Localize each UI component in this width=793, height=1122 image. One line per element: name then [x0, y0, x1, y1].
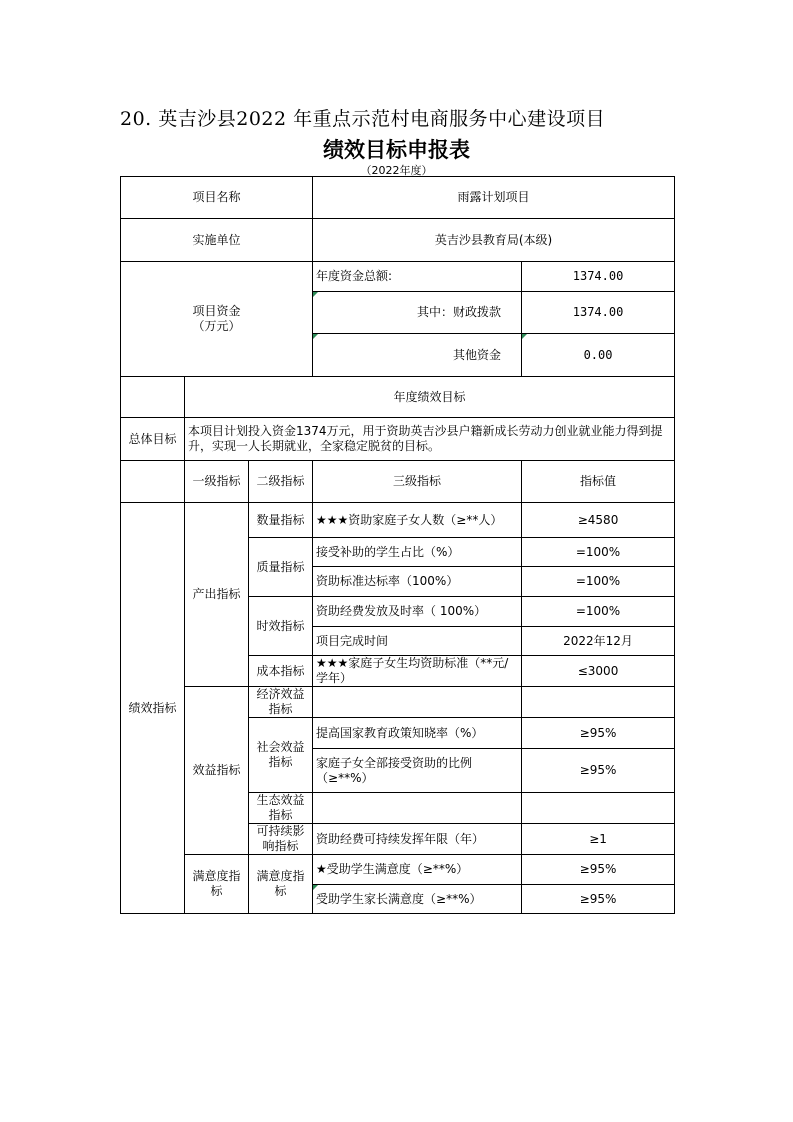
implementing-unit-label: 实施单位 [121, 219, 313, 262]
indicator-value: =100% [522, 538, 675, 567]
indicator-text [313, 793, 522, 824]
ecological-benefit-label: 生态效益指标 [249, 793, 313, 824]
cost-indicator-label: 成本指标 [249, 656, 313, 687]
indicator-value: ≥95% [522, 749, 675, 793]
project-funds-label [121, 262, 313, 377]
quality-indicator-label: 质量指标 [249, 538, 313, 597]
indicator-value: ≥1 [522, 824, 675, 855]
overall-goal-label: 总体目标 [121, 418, 185, 461]
indicator-text: ★★★资助家庭子女人数（≥**人） [313, 503, 522, 538]
indicator-value: ≥95% [522, 855, 675, 885]
document-title-line1: 20. 英吉沙县2022 年重点示范村电商服务中心建设项目 [120, 108, 606, 130]
economic-benefit-label: 经济效益指标 [249, 687, 313, 718]
annual-total-value: 1374.00 [522, 262, 675, 292]
social-benefit-label: 社会效益指标 [249, 718, 313, 793]
indicator-text [313, 687, 522, 718]
indicator-value: 2022年12月 [522, 627, 675, 656]
indicator-text: 受助学生家长满意度（≥**%） [313, 885, 522, 914]
performance-indicator-label: 绩效指标 [121, 503, 185, 914]
indicator-text: 项目完成时间 [313, 627, 522, 656]
indicator-text: 接受补助的学生占比（%） [313, 538, 522, 567]
indicator-text: 资助经费可持续发挥年限（年） [313, 824, 522, 855]
indicator-value [522, 687, 675, 718]
indicator-text: ★受助学生满意度（≥**%） [313, 855, 522, 885]
timeliness-indicator-label: 时效指标 [249, 597, 313, 656]
other-funds-value: 0.00 [522, 334, 675, 377]
indicator-text: ★★★家庭子女生均资助标准（**元/学年） [313, 656, 522, 687]
document-title-line2: 绩效目标申报表 [323, 138, 470, 162]
fiscal-allocation-label: 其中：财政拨款 [313, 292, 522, 334]
satisfaction-indicator-label: 满意度指标 [185, 855, 249, 914]
indicator-value: ≥95% [522, 718, 675, 749]
output-indicator-label: 产出指标 [185, 503, 249, 687]
quantity-indicator-label: 数量指标 [249, 503, 313, 538]
level2-header: 二级指标 [249, 461, 313, 503]
sustainable-impact-label: 可持续影响指标 [249, 824, 313, 855]
indicator-value: =100% [522, 597, 675, 627]
performance-target-table [120, 176, 675, 914]
blank-cell [121, 377, 185, 418]
blank-cell [121, 461, 185, 503]
indicator-text: 资助经费发放及时率（ 100%） [313, 597, 522, 627]
indicator-value: ≥4580 [522, 503, 675, 538]
document-year: （2022年度） [360, 164, 433, 177]
project-name-label: 项目名称 [121, 177, 313, 219]
indicator-text: 家庭子女全部接受资助的比例（≥**%） [313, 749, 522, 793]
project-name-value: 雨露计划项目 [313, 177, 675, 219]
satisfaction-level2-label: 满意度指标 [249, 855, 313, 914]
indicator-value [522, 793, 675, 824]
fiscal-allocation-value: 1374.00 [522, 292, 675, 334]
indicator-value-header: 指标值 [522, 461, 675, 503]
level3-header: 三级指标 [313, 461, 522, 503]
project-funds-label-line2: （万元） [192, 319, 241, 333]
indicator-value: ≥95% [522, 885, 675, 914]
annual-total-label: 年度资金总额: [313, 262, 522, 292]
benefit-indicator-label: 效益指标 [185, 687, 249, 855]
indicator-value: ≤3000 [522, 656, 675, 687]
annual-goal-header: 年度绩效目标 [185, 377, 675, 418]
implementing-unit-value: 英吉沙县教育局(本级) [313, 219, 675, 262]
project-funds-label-line1: 项目资金 [192, 304, 241, 318]
other-funds-label: 其他资金 [313, 334, 522, 377]
overall-goal-text: 本项目计划投入资金1374万元，用于资助英吉沙县户籍新成长劳动力创业就业能力得到提升，实现一人长期就业，全家稳定脱贫的目标。 [185, 418, 675, 461]
indicator-value: =100% [522, 567, 675, 597]
level1-header: 一级指标 [185, 461, 249, 503]
indicator-text: 提高国家教育政策知晓率（%） [313, 718, 522, 749]
indicator-text: 资助标准达标率（100%） [313, 567, 522, 597]
